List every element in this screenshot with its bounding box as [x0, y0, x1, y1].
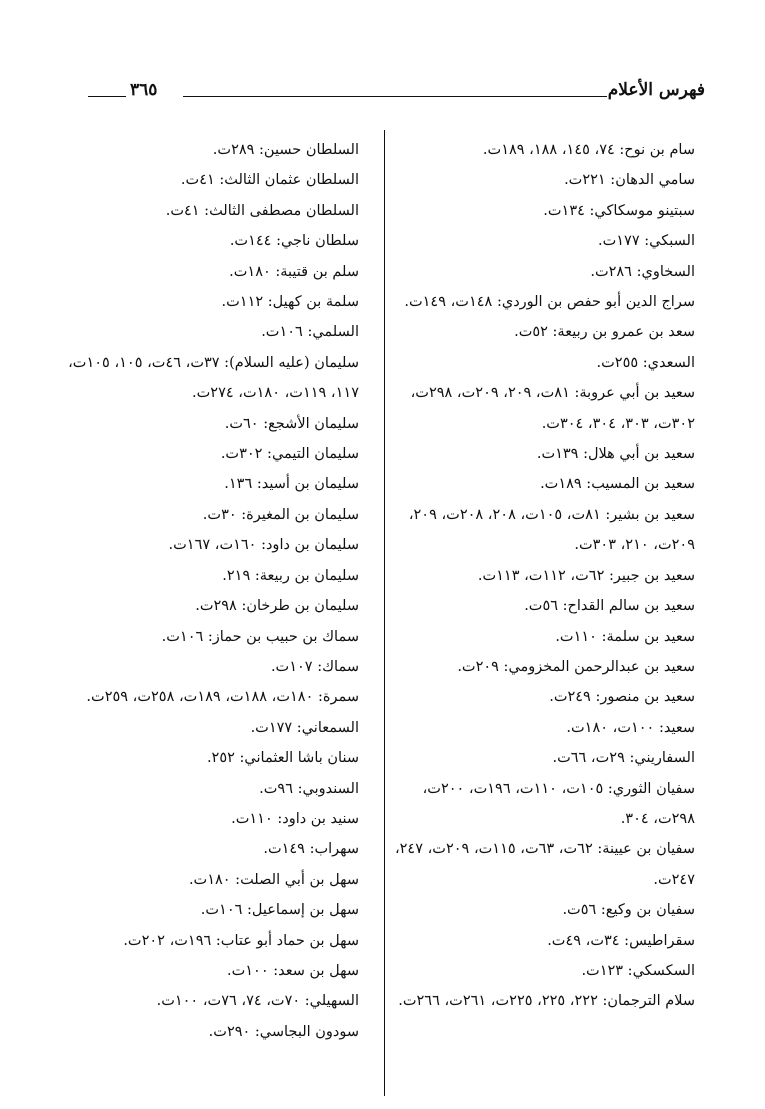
index-entry: سليمان بن المغيرة: ٣٠ت. — [202, 506, 359, 523]
index-entry: سماك: ١٠٧ت. — [270, 658, 359, 675]
index-entry: سليمان بن طرخان: ٢٩٨ت. — [195, 598, 359, 615]
index-entry: السلمي: ١٠٦ت. — [261, 324, 359, 341]
index-entry: سعيد بن منصور: ٢٤٩ت. — [549, 689, 695, 706]
page-number-rule — [88, 96, 126, 97]
page-title: فهرس الأعلام — [607, 80, 705, 100]
index-entry: سلم بن قتيبة: ١٨٠ت. — [229, 263, 359, 280]
index-entry: سماك بن حبيب بن حماز: ١٠٦ت. — [161, 628, 359, 645]
index-entry: سليمان بن ربيعة: ٢١٩. — [222, 567, 359, 584]
index-entry: السخاوي: ٢٨٦ت. — [590, 263, 695, 280]
page-number: ٣٦٥ — [130, 80, 158, 100]
header-rule — [183, 96, 607, 97]
index-entry: السلطان عثمان الثالث: ٤١ت. — [180, 172, 359, 189]
index-entry: السمعاني: ١٧٧ت. — [250, 719, 359, 736]
index-entry: سليمان بن داود: ١٦٠ت، ١٦٧ت. — [168, 537, 359, 554]
index-entry: السلطان حسين: ٢٨٩ت. — [212, 142, 359, 158]
index-entry: السهيلي: ٧٠ت، ٧٤، ٧٦ت، ١٠٠ت. — [156, 993, 359, 1010]
index-entry: سلام الترجمان: ٢٢٢، ٢٢٥، ٢٢٥ت، ٢٦١ت، ٢٦٦ت. — [398, 993, 695, 1010]
index-entry: السعدي: ٢٥٥ت. — [596, 354, 695, 371]
index-entry: سهل بن حماد أبو عتاب: ١٩٦ت، ٢٠٢ت. — [123, 932, 359, 949]
index-entry: سفيان بن وكيع: ٥٦ت. — [562, 902, 695, 919]
index-entry: سمرة: ١٨٠ت، ١٨٨ت، ١٨٩ت، ٢٥٨ت، ٢٥٩ت. — [86, 689, 359, 706]
index-entry: سفيان الثوري: ١٠٥ت، ١١٠ت، ١٩٦ت، ٢٠٠ت، ٢٩٨ت، ٣٠٤. — [422, 780, 695, 827]
index-column-left — [57, 135, 359, 1047]
index-entry: سامي الدهان: ٢٢١ت. — [564, 172, 695, 189]
index-entry: سهراب: ١٤٩ت. — [263, 841, 359, 858]
index-entry: السفاريني: ٢٩ت، ٦٦ت. — [552, 750, 695, 767]
index-entry: سعيد بن سالم القداح: ٥٦ت. — [524, 598, 695, 615]
index-entry: سعيد بن أبي عروبة: ٨١ت، ٢٠٩، ٢٠٩ت، ٢٩٨ت، ٣٠٢ت، ٣٠٣، ٣٠٤، ٣٠٤ت. — [410, 385, 695, 432]
index-entry: سعيد بن سلمة: ١١٠ت. — [555, 628, 695, 645]
page-header — [88, 80, 705, 114]
index-entry: سنيد بن داود: ١١٠ت. — [231, 810, 359, 827]
index-entry: سهل بن سعد: ١٠٠ت. — [227, 962, 359, 979]
index-entry: سليمان التيمي: ٣٠٢ت. — [220, 446, 359, 463]
index-entry: سنان باشا العثماني: ٢٥٢. — [206, 750, 359, 767]
index-entry: السكسكي: ١٢٣ت. — [581, 962, 695, 979]
index-entry: سعيد بن بشير: ٨١ت، ١٠٥ت، ٢٠٨، ٢٠٨ت، ٢٠٩، ٢٠٩ت، ٢١٠، ٣٠٣ت. — [408, 506, 695, 554]
index-entry: سليمان (عليه السلام): ٣٧ت، ٤٦ت، ١٠٥، ١٠٥ت، ١١٧، ١١٩ت، ١٨٠ت، ٢٧٤ت. — [68, 354, 359, 402]
index-entry: سعيد بن جبير: ٦٢ت، ١١٢ت، ١١٣ت. — [477, 567, 695, 584]
index-entry: سهل بن أبي الصلت: ١٨٠ت. — [188, 871, 359, 888]
index-entry: سراج الدين أبو حفص بن الوردي: ١٤٨ت، ١٤٩ت. — [404, 294, 695, 311]
index-entry: السبكي: ١٧٧ت. — [598, 233, 695, 250]
index-entry: سقراطيس: ٣٤ت، ٤٩ت. — [547, 932, 695, 949]
index-entry: سليمان الأشجع: ٦٠ت. — [224, 415, 359, 432]
index-entry: سبتينو موسكاكي: ١٣٤ت. — [543, 202, 695, 219]
index-entry: السلطان مصطفى الثالث: ٤١ت. — [165, 202, 359, 219]
index-entry: السندوبي: ٩٦ت. — [259, 780, 359, 797]
index-entry: سهل بن إسماعيل: ١٠٦ت. — [200, 902, 359, 919]
index-entry: سعيد بن عبدالرحمن المخزومي: ٢٠٩ت. — [457, 658, 695, 675]
index-entry: سفيان بن عيينة: ٦٢ت، ٦٣ت، ١١٥ت، ٢٠٩ت، ٢٤٧، ٢٤٧ت. — [394, 841, 695, 888]
index-entry: سليمان بن أسيد: ١٣٦. — [224, 476, 359, 493]
index-column-right — [389, 135, 695, 1017]
index-entry: سعيد بن أبي هلال: ١٣٩ت. — [536, 446, 695, 463]
index-entry: سلمة بن كهيل: ١١٢ت. — [221, 294, 359, 311]
index-entry: سعيد بن المسيب: ١٨٩ت. — [540, 476, 695, 493]
index-entry: سعد بن عمرو بن ربيعة: ٥٢ت. — [514, 324, 695, 341]
column-divider — [384, 130, 385, 1096]
index-entry: سام بن نوح: ٧٤، ١٤٥، ١٨٨، ١٨٩ت. — [482, 142, 695, 158]
index-entry: سعيد: ١٠٠ت، ١٨٠ت. — [566, 719, 695, 736]
index-entry: سلطان ناجي: ١٤٤ت. — [229, 233, 359, 250]
index-entry: سودون البجاسي: ٢٩٠ت. — [208, 1023, 359, 1040]
